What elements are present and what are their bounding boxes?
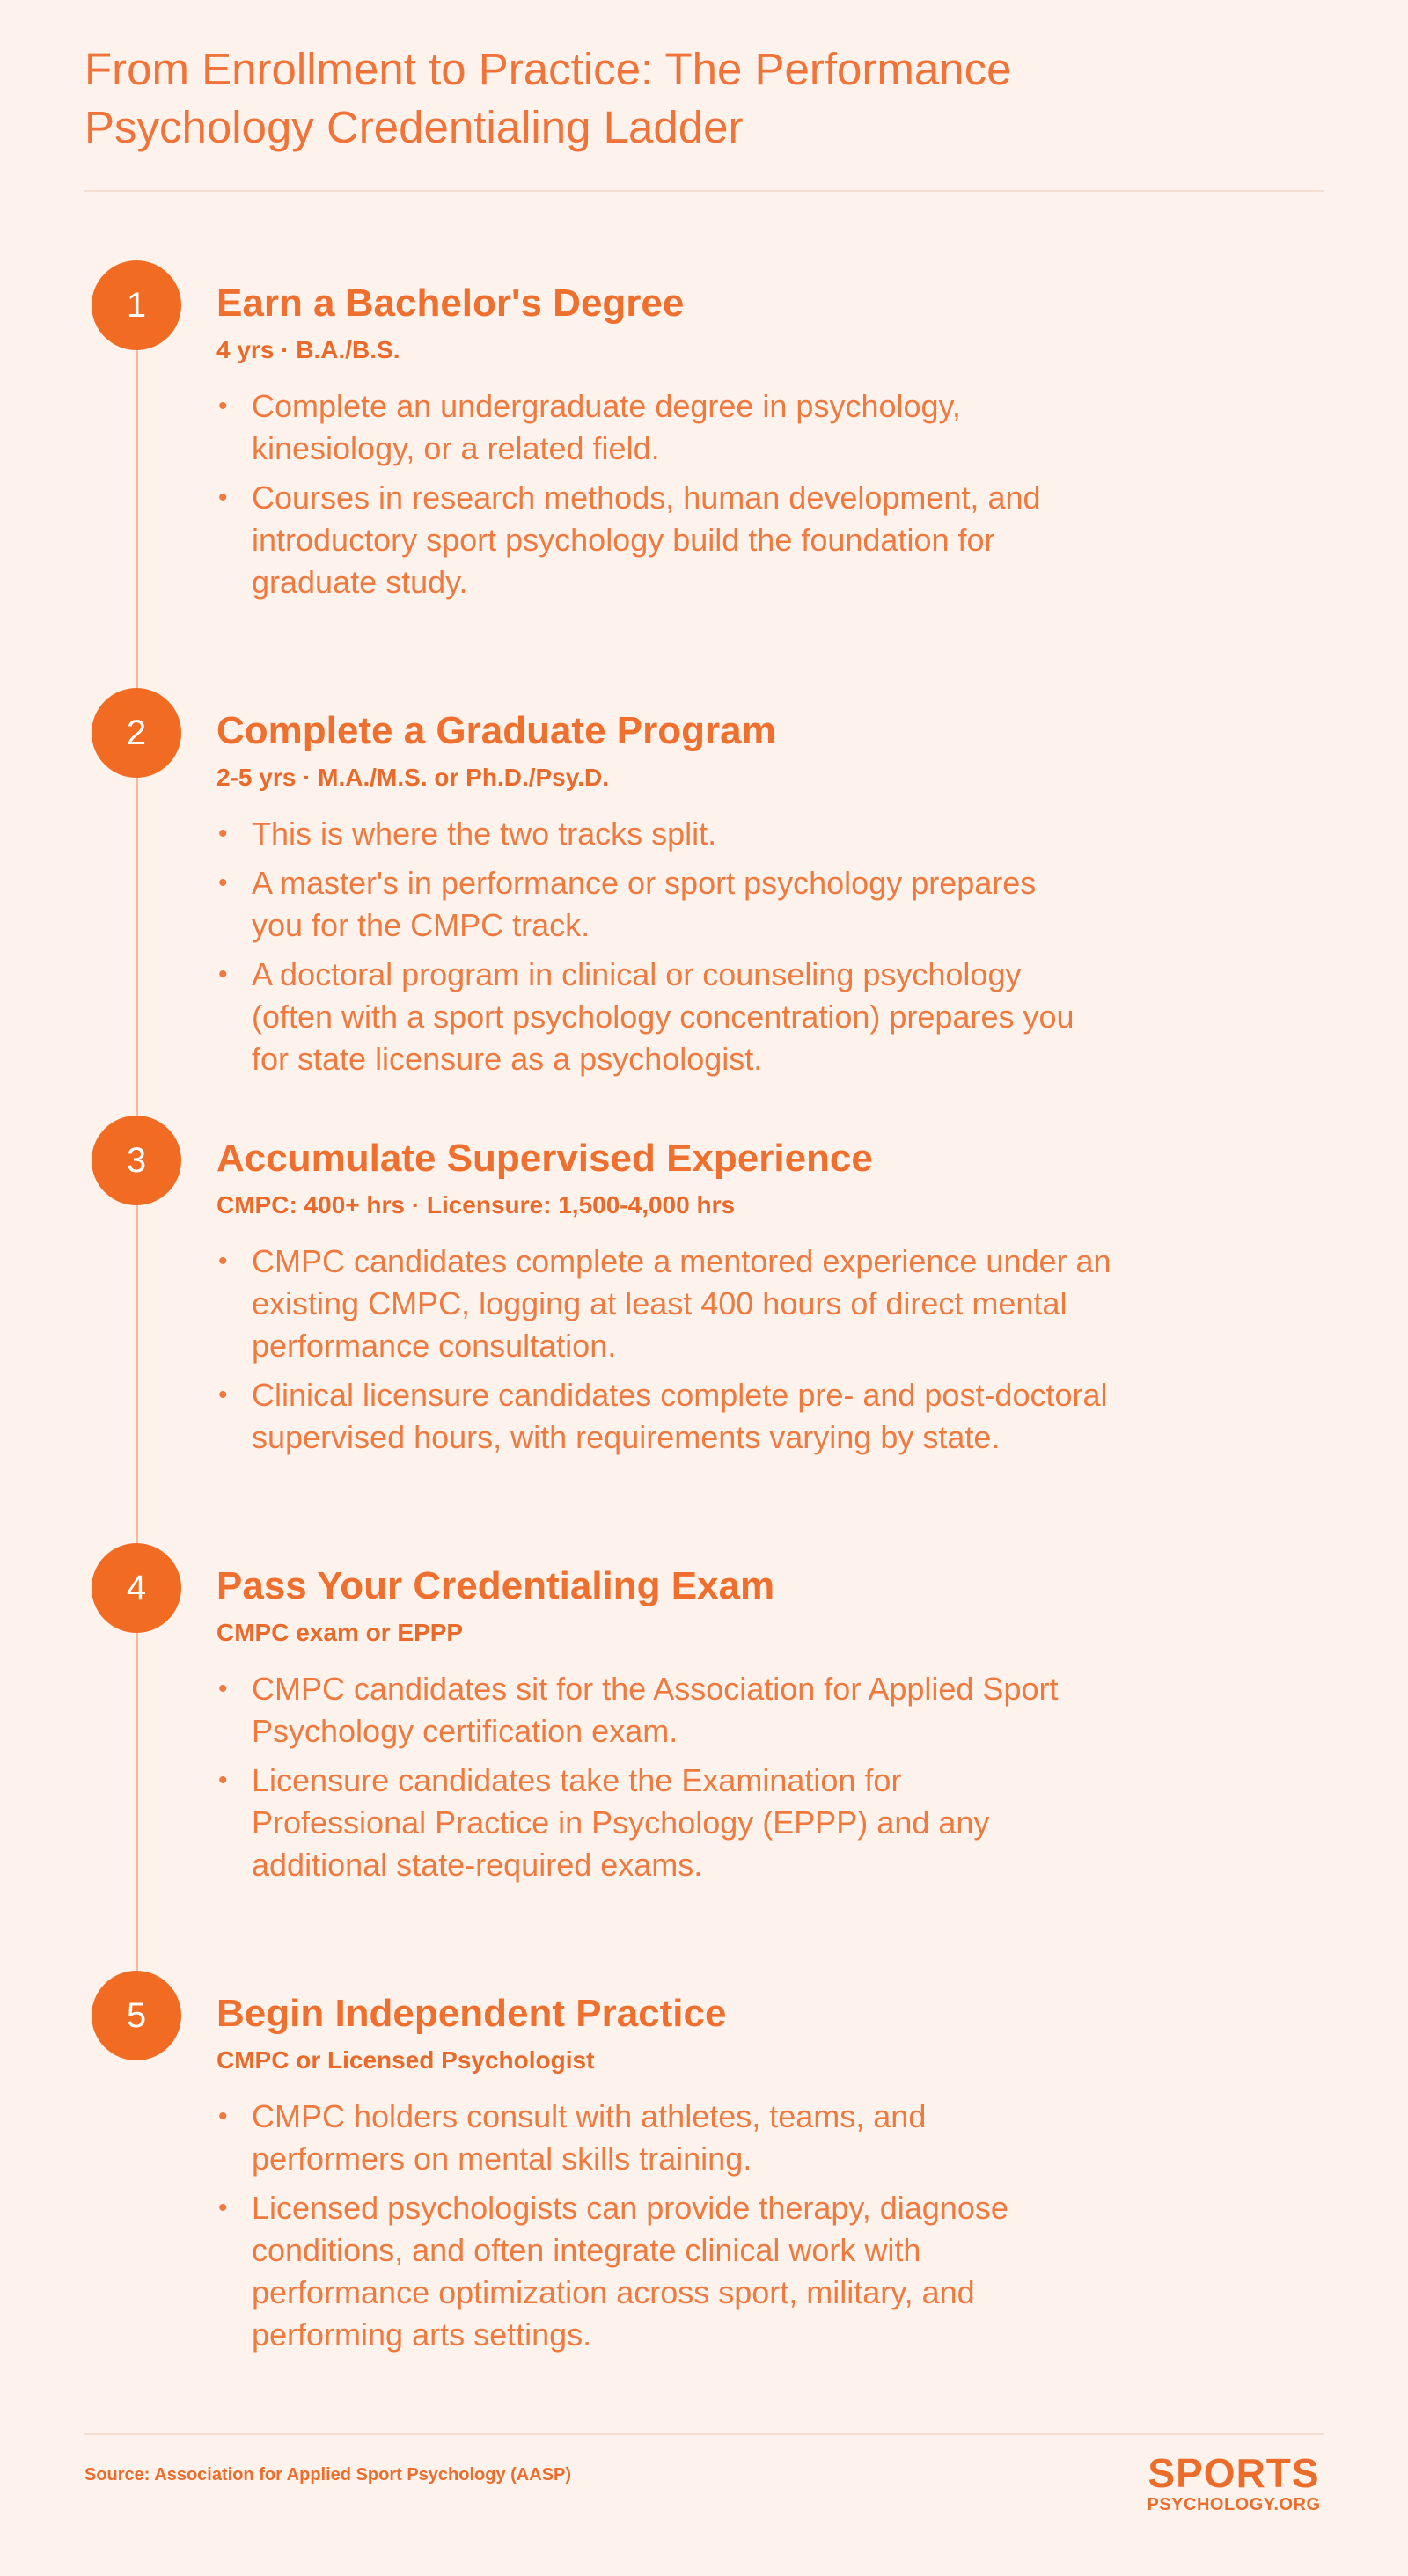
list-item: • Courses in research methods, human development, and introductory sport psychology build the foundation for graduate study. bbox=[216, 477, 1061, 604]
step-bullet-list bbox=[216, 2096, 1079, 2363]
step-meta: CMPC: 400+ hrs · Licensure: 1,500-4,000 hrs bbox=[216, 1191, 736, 1218]
step-bullet-list bbox=[216, 1668, 1061, 1893]
step-title: Accumulate Supervised Experience bbox=[216, 1137, 873, 1180]
step-title: Complete a Graduate Program bbox=[216, 709, 776, 752]
step-number-badge: 2 bbox=[92, 688, 181, 778]
logo-subtext: PSYCHOLOGY.ORG bbox=[1147, 2495, 1321, 2514]
step-meta: 4 yrs · B.A./B.S. bbox=[216, 336, 400, 363]
list-item: • Complete an undergraduate degree in psychology, kinesiology, or a related field. bbox=[216, 385, 1061, 470]
step-number-badge: 3 bbox=[92, 1116, 181, 1205]
list-item: • CMPC holders consult with athletes, teams, and performers on mental skills training. bbox=[216, 2096, 1079, 2180]
list-item: • Licensed psychologists can provide therapy, diagnose conditions, and often integrate clinical work with performance optimization across sport, military, and performing arts settings. bbox=[216, 2187, 1079, 2356]
step-number-badge: 1 bbox=[92, 260, 181, 350]
step-bullet-list bbox=[216, 813, 1079, 1087]
step-bullet-list bbox=[216, 1240, 1202, 1466]
step-title: Pass Your Credentialing Exam bbox=[216, 1564, 775, 1607]
list-item: • A doctoral program in clinical or counseling psychology (often with a sport psychology concentration) prepares you for state licensure as a psychologist. bbox=[216, 954, 1079, 1080]
page-title: From Enrollment to Practice: The Performance Psychology Credentialing Ladder bbox=[84, 44, 1012, 152]
source-citation: Source: Association for Applied Sport Psychology (AASP) bbox=[84, 2465, 572, 2485]
list-item: • This is where the two tracks split. bbox=[216, 813, 1079, 855]
step-bullet-list bbox=[216, 385, 1061, 611]
step-meta: 2-5 yrs · M.A./M.S. or Ph.D./Psy.D. bbox=[216, 764, 610, 791]
list-item: • Clinical licensure candidates complete pre- and post-doctoral supervised hours, with requirements varying by state. bbox=[216, 1374, 1202, 1459]
sportspsychology-logo bbox=[1144, 2451, 1324, 2514]
list-item: • A master's in performance or sport psychology prepares you for the CMPC track. bbox=[216, 862, 1079, 947]
step-title: Begin Independent Practice bbox=[216, 1992, 727, 2035]
step-title: Earn a Bachelor's Degree bbox=[216, 282, 685, 325]
list-item: • CMPC candidates sit for the Association for Applied Sport Psychology certification exam. bbox=[216, 1668, 1061, 1753]
footer-divider bbox=[84, 2433, 1324, 2435]
list-item: • Licensure candidates take the Examination for Professional Practice in Psychology (EPPP) and any additional state-required exams. bbox=[216, 1760, 1061, 1886]
logo-wordmark: SPORTS bbox=[1148, 2450, 1320, 2496]
step-meta: CMPC or Licensed Psychologist bbox=[216, 2046, 595, 2074]
step-meta: CMPC exam or EPPP bbox=[216, 1619, 464, 1646]
header-divider bbox=[84, 190, 1324, 192]
step-number-badge: 5 bbox=[92, 1971, 181, 2060]
list-item: • CMPC candidates complete a mentored experience under an existing CMPC, logging at least 400 hours of direct mental performance consultation. bbox=[216, 1240, 1202, 1367]
step-number-badge: 4 bbox=[92, 1543, 181, 1633]
